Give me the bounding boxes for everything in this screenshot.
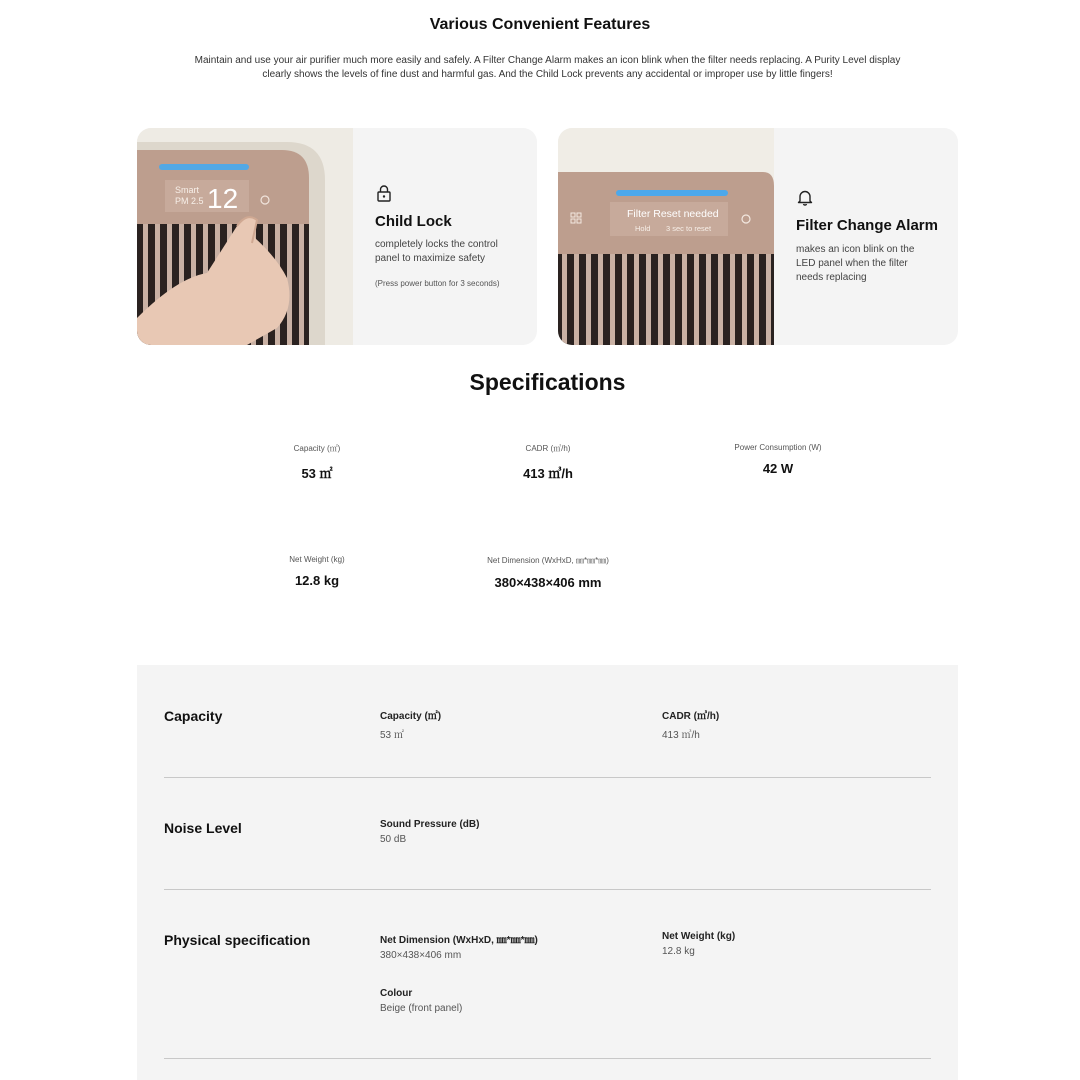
spec-cell-sound-pressure	[380, 819, 479, 845]
filter-alarm-text	[780, 128, 955, 345]
features-description-line-1: Maintain and use your air purifier much more easily and safely. A Filter Change Alarm makes an icon blink when the filter needs replacing. A Purity Level display	[194, 55, 901, 66]
spec-row-title-capacity: Capacity	[164, 708, 223, 724]
spec-power	[678, 443, 878, 476]
bell-icon	[796, 188, 814, 206]
spec-cadr-label: CADR (㎥/h)	[525, 444, 571, 453]
spec-power-label: Power Consumption (W)	[734, 443, 822, 452]
child-lock-image	[137, 128, 353, 345]
spec-cell-label: Capacity (㎡)	[380, 711, 442, 722]
lock-icon	[375, 184, 393, 202]
child-lock-note: (Press power button for 3 seconds)	[375, 279, 500, 288]
screen-value: 12	[207, 183, 239, 214]
spec-table	[137, 665, 958, 1080]
child-lock-text	[359, 128, 534, 345]
spec-cell-label: Net Weight (kg)	[662, 931, 736, 942]
spec-cadr	[448, 443, 648, 482]
spec-cell-label: CADR (㎥/h)	[662, 711, 720, 722]
filter-alarm-title: Filter Change Alarm	[796, 217, 938, 234]
spec-cell-colour	[380, 988, 462, 1014]
spec-cell-capacity	[380, 707, 441, 741]
spec-capacity	[217, 443, 417, 482]
spec-net-dimension-label: Net Dimension (WxHxD, ㎜*㎜*㎜)	[487, 556, 609, 565]
spec-row-title-physical: Physical specification	[164, 932, 311, 948]
spec-cell-label: Colour	[380, 988, 413, 999]
specifications-heading: Specifications	[469, 369, 626, 395]
spec-cell-value: Beige (front panel)	[380, 1003, 463, 1014]
features-description	[180, 54, 915, 82]
spec-cell-value: 413 ㎥/h	[662, 730, 700, 741]
spec-net-weight-value: 12.8 kg	[294, 573, 340, 588]
filter-alarm-card	[558, 128, 958, 345]
spec-cell-net-weight	[662, 931, 735, 957]
spec-cell-value: 50 dB	[380, 834, 407, 845]
features-title: Various Convenient Features	[429, 16, 651, 33]
screen-hint-hold: Hold	[635, 224, 651, 233]
spec-cell-label: Net Dimension (WxHxD, ㎜*㎜*㎜)	[380, 935, 538, 946]
spec-row-divider	[164, 889, 931, 890]
child-lock-card	[137, 128, 537, 345]
spec-cell-label: Sound Pressure (dB)	[380, 819, 480, 830]
child-lock-body: completely locks the control panel to maximize safety	[375, 239, 498, 264]
spec-cell-value: 53 ㎡	[380, 730, 404, 741]
spec-cell-cadr	[662, 707, 719, 741]
spec-cadr-value: 413 ㎥/h	[523, 466, 573, 481]
spec-net-weight	[217, 555, 417, 588]
child-lock-title: Child Lock	[375, 213, 452, 230]
spec-cell-value: 12.8 kg	[662, 946, 695, 957]
spec-row-divider	[164, 1058, 931, 1059]
features-description-line-2: clearly shows the levels of fine dust and harmful gas. And the Child Lock prevents any accidental or improper use by little fingers!	[262, 69, 833, 80]
spec-net-weight-label: Net Weight (kg)	[289, 555, 345, 564]
spec-net-dimension	[448, 555, 648, 590]
spec-cell-value: 380×438×406 mm	[380, 950, 462, 961]
spec-net-dimension-value: 380×438×406 mm	[494, 575, 602, 590]
screen-label-pm: PM 2.5	[175, 196, 204, 206]
spec-cell-net-dimension	[380, 931, 538, 961]
filter-alarm-body: makes an icon blink on the LED panel when the filter needs replacing	[796, 244, 915, 283]
screen-hint-reset: 3 sec to reset	[666, 224, 712, 233]
filter-alarm-image	[558, 128, 774, 345]
spec-capacity-label: Capacity (㎡)	[293, 444, 341, 453]
spec-power-value: 42 W	[762, 461, 794, 476]
spec-capacity-value: 53 ㎡	[301, 466, 333, 481]
spec-row-divider	[164, 777, 931, 778]
spec-row-title-noise: Noise Level	[164, 820, 242, 836]
screen-message: Filter Reset needed	[627, 208, 719, 220]
screen-label-smart: Smart	[175, 185, 200, 195]
